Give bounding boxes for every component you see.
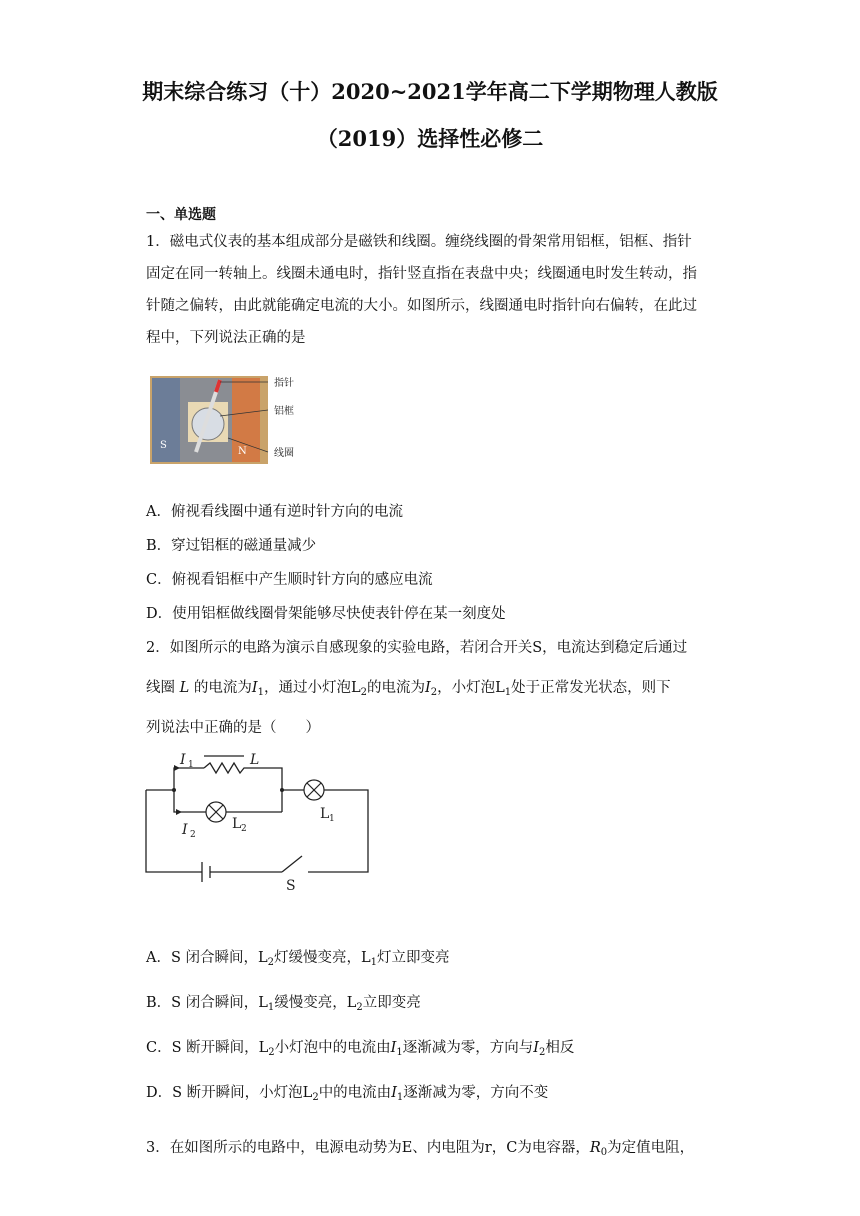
symbol: L (258, 995, 268, 1011)
subscript: 2 (312, 1092, 319, 1103)
subscript: 2 (190, 830, 196, 840)
text: 的电流为 (366, 680, 425, 696)
subscript: 2 (360, 687, 367, 698)
subscript: 1 (329, 814, 335, 824)
text: B．S 闭合瞬间， (146, 995, 259, 1011)
text: 灯缓慢变亮， (274, 950, 362, 966)
subscript: 2 (430, 687, 438, 698)
symbol: I (391, 1085, 397, 1101)
q1-line: 针随之偏转，由此就能确定电流的大小。如图所示，线圈通电时指针向右偏转，在此过 (146, 298, 697, 314)
subscript: 2 (539, 1047, 546, 1058)
document-title-line1: 期末综合练习（十）2020~2021学年高二下学期物理人教版 (142, 79, 718, 104)
symbol: I (251, 680, 258, 696)
text: 灯立即变亮 (377, 950, 450, 966)
text: ，通过小灯泡L (263, 680, 361, 696)
symbol: L (346, 995, 357, 1011)
north-pole-label: N (238, 446, 247, 457)
text: 处于正常发光状态，则下 (511, 680, 671, 696)
subscript: 1 (188, 760, 194, 770)
symbol: R (589, 1140, 601, 1156)
q2-option-a[interactable] (146, 946, 450, 968)
text: 缓慢变亮， (274, 995, 347, 1011)
symbol: I (424, 680, 431, 696)
q1-option-d[interactable]: D．使用铝框做线圈骨架能够尽快使表针停在某一刻度处 (146, 606, 506, 622)
subscript: 2 (356, 1002, 363, 1013)
symbol: L (361, 950, 371, 966)
q1-option-a[interactable]: A．俯视看线圈中通有逆时针方向的电流 (146, 504, 403, 520)
lamp-l1-label: L (320, 806, 330, 822)
frame-label: 铝框 (274, 406, 294, 417)
text: 小灯泡中的电流由 (274, 1040, 391, 1056)
text: ，小灯泡L (437, 680, 505, 696)
symbol: L (258, 950, 268, 966)
coil-label: 线圈 (274, 448, 294, 459)
text: 3．在如图所示的电路中，电源电动势为E、内电阻为r，C为电容器， (146, 1140, 590, 1156)
switch-label: S (286, 878, 296, 894)
symbol: I (390, 1040, 397, 1056)
subscript: 2 (267, 957, 275, 968)
text: 立即变亮 (362, 995, 421, 1011)
text: 为定值电阻， (607, 1140, 695, 1156)
q2-option-d[interactable] (146, 1081, 548, 1103)
inductor-label: L (250, 752, 260, 768)
q1-line: 固定在同一转轴上。线圈未通电时，指针竖直指在表盘中央；线圈通电时发生转动，指 (146, 266, 697, 282)
q1-line: 1．磁电式仪表的基本组成部分是磁铁和线圈。缠绕线圈的骨架常用铝框，铝框、指针 (146, 234, 692, 250)
subscript: 1 (504, 687, 512, 698)
galvanometer-figure (150, 372, 310, 466)
text: 中的电流由 (318, 1085, 392, 1101)
q1-line: 程中，下列说法正确的是 (146, 330, 306, 346)
lamp-l2-label: L (232, 816, 242, 832)
q2-option-b[interactable] (146, 991, 421, 1013)
south-pole-label: S (160, 440, 167, 451)
subscript: 1 (396, 1047, 403, 1058)
current-i1-label: I (180, 752, 186, 768)
pointer-label: 指针 (274, 378, 294, 389)
circuit-diagram (140, 744, 380, 894)
q3-line (146, 1136, 694, 1158)
text: 相反 (545, 1040, 575, 1056)
document-title-line2: （2019）选择性必修二 (316, 126, 544, 151)
text: C．S 断开瞬间， (146, 1040, 259, 1056)
q2-line (146, 676, 671, 698)
subscript: 2 (241, 824, 247, 834)
text: D．S 断开瞬间，小灯泡 (146, 1085, 303, 1101)
q2-line: 2．如图所示的电路为演示自感现象的实验电路，若闭合开关S，电流达到稳定后通过 (146, 640, 688, 656)
symbol: L (258, 1040, 269, 1056)
text: A．S 闭合瞬间， (146, 950, 259, 966)
text: 的电流为 (189, 680, 252, 696)
subscript: 1 (267, 1002, 275, 1013)
subscript: 0 (600, 1147, 608, 1158)
subscript: 2 (268, 1047, 275, 1058)
subscript: 1 (396, 1092, 404, 1103)
text: 线圈 (146, 680, 180, 696)
section-heading: 一、单选题 (146, 207, 216, 223)
symbol: L (302, 1085, 313, 1101)
q2-option-c[interactable] (146, 1036, 574, 1058)
subscript: 1 (257, 687, 264, 698)
q2-line: 列说法中正确的是（ ） (146, 720, 320, 736)
q1-option-c[interactable]: C．俯视看铝框中产生顺时针方向的感应电流 (146, 572, 433, 588)
q1-option-b[interactable]: B．穿过铝框的磁通量减少 (146, 538, 317, 554)
text: 逐渐减为零，方向不变 (403, 1085, 549, 1101)
subscript: 1 (370, 957, 378, 968)
text: 逐渐减为零，方向与 (402, 1040, 534, 1056)
symbol: L (179, 680, 190, 696)
symbol: I (533, 1040, 539, 1056)
current-i2-label: I (182, 822, 188, 838)
